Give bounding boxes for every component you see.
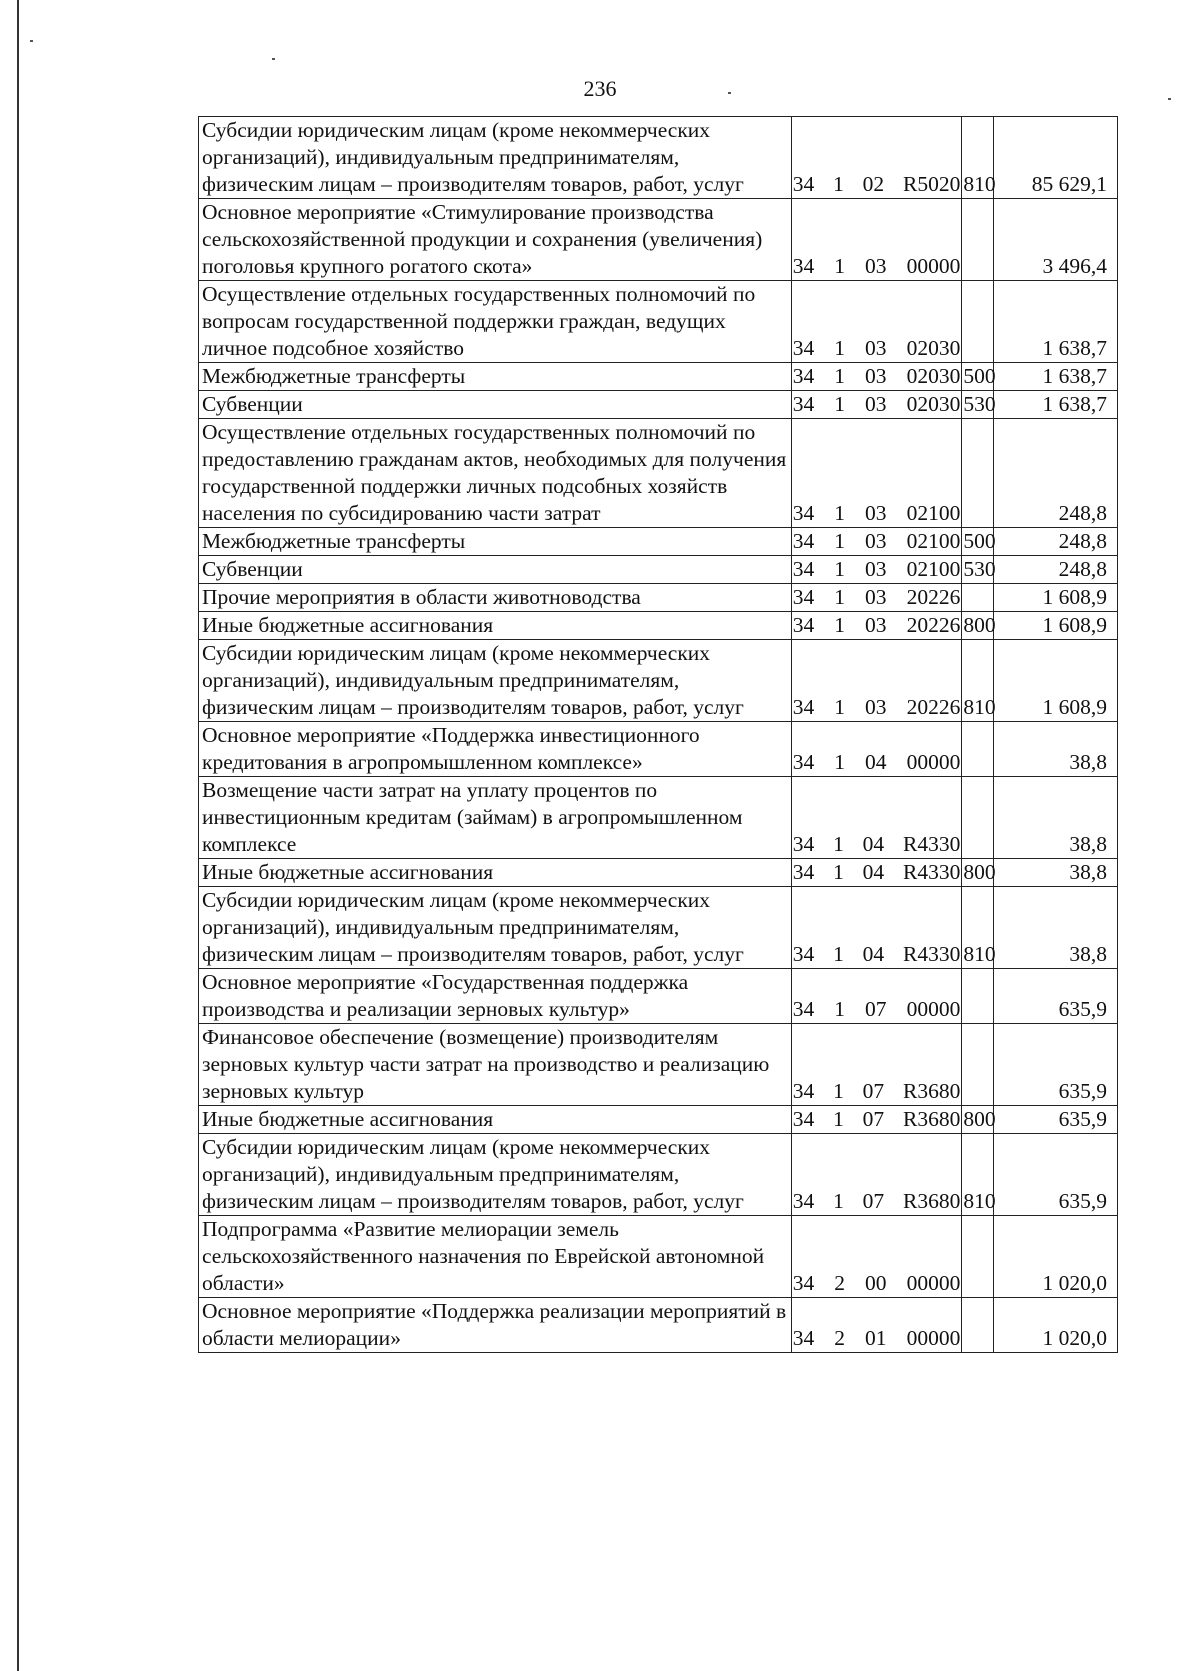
row-name-cell: Межбюджетные трансферты [199, 363, 792, 391]
row-code-cell [791, 117, 962, 199]
code-part: R5020 [903, 172, 961, 196]
table-row [199, 1106, 1118, 1134]
table-row [199, 556, 1118, 584]
row-type-cell [962, 281, 994, 363]
table-row [199, 117, 1118, 199]
table-row [199, 777, 1118, 859]
code-part: 04 [862, 942, 885, 966]
table-row [199, 528, 1118, 556]
code-part: 1 [833, 172, 844, 196]
code-part: 03 [865, 613, 887, 637]
code-part: 03 [865, 585, 887, 609]
row-type-cell [962, 1216, 994, 1298]
row-sum-cell: 635,9 [994, 1024, 1118, 1106]
code-parts [793, 996, 961, 1023]
code-part: 34 [792, 832, 815, 856]
row-type-cell: 810 [962, 887, 994, 969]
row-code-cell [791, 584, 962, 612]
row-name-cell: Основное мероприятие «Поддержка инвестиционного кредитования в агропромышленном комплексе» [199, 722, 792, 777]
row-name-cell: Субвенции [199, 391, 792, 419]
code-parts [793, 584, 961, 611]
code-part: 01 [865, 1326, 887, 1350]
code-part: 34 [792, 336, 815, 360]
code-part: 34 [792, 695, 815, 719]
code-part: 1 [834, 336, 846, 360]
row-code-cell [791, 199, 962, 281]
row-type-cell: 800 [962, 1106, 994, 1134]
row-code-cell [791, 1024, 962, 1106]
row-type-cell [962, 584, 994, 612]
table-row [199, 859, 1118, 887]
code-part: R4330 [903, 942, 961, 966]
code-part: R3680 [903, 1079, 961, 1103]
row-type-cell: 530 [962, 391, 994, 419]
code-part: 2 [834, 1271, 846, 1295]
row-type-cell: 800 [962, 859, 994, 887]
code-parts [793, 941, 961, 968]
row-name-cell: Основное мероприятие «Государственная поддержка производства и реализации зерновых культур» [199, 969, 792, 1024]
row-code-cell [791, 640, 962, 722]
code-part: 03 [865, 336, 887, 360]
code-part: 34 [792, 613, 815, 637]
code-parts [793, 749, 961, 776]
code-part: 07 [862, 1189, 885, 1213]
code-part: R4330 [903, 832, 961, 856]
row-sum-cell: 248,8 [994, 556, 1118, 584]
code-part: 1 [834, 392, 846, 416]
code-part: R3680 [903, 1189, 961, 1213]
table-row [199, 1134, 1118, 1216]
code-part: 1 [834, 364, 846, 388]
code-part: 34 [792, 585, 815, 609]
code-part: 34 [792, 1079, 815, 1103]
row-name-cell: Основное мероприятие «Стимулирование производства сельскохозяйственной продукции и сохранения (увеличения) поголовья крупного рогатого скота» [199, 199, 792, 281]
page-number: 236 [583, 76, 617, 101]
row-sum-cell: 635,9 [994, 1134, 1118, 1216]
code-parts [793, 859, 961, 886]
table-row [199, 391, 1118, 419]
code-part: 04 [862, 860, 885, 884]
row-sum-cell: 38,8 [994, 887, 1118, 969]
row-code-cell [791, 419, 962, 528]
scan-speck [30, 40, 33, 42]
code-part: 00 [865, 1271, 887, 1295]
code-part: 34 [792, 942, 815, 966]
row-name-cell: Субсидии юридическим лицам (кроме некоммерческих организаций), индивидуальным предпринимателям, физическим лицам – производителям товаров, работ, услуг [199, 887, 792, 969]
code-part: 04 [862, 832, 885, 856]
row-sum-cell: 85 629,1 [994, 117, 1118, 199]
row-sum-cell: 38,8 [994, 722, 1118, 777]
row-name-cell: Межбюджетные трансферты [199, 528, 792, 556]
code-part: 00000 [906, 750, 961, 774]
table-row [199, 1216, 1118, 1298]
code-parts [793, 831, 961, 858]
row-name-cell: Основное мероприятие «Поддержка реализации мероприятий в области мелиорации» [199, 1298, 792, 1353]
code-part: 34 [792, 501, 815, 525]
row-sum-cell: 635,9 [994, 1106, 1118, 1134]
code-part: 34 [792, 750, 815, 774]
table-row [199, 969, 1118, 1024]
code-parts [793, 1106, 961, 1133]
code-part: 00000 [906, 254, 961, 278]
code-part: 1 [833, 942, 844, 966]
row-name-cell: Иные бюджетные ассигнования [199, 612, 792, 640]
row-code-cell [791, 722, 962, 777]
code-part: 02100 [906, 501, 961, 525]
row-code-cell [791, 281, 962, 363]
table-row [199, 584, 1118, 612]
row-sum-cell: 38,8 [994, 859, 1118, 887]
row-name-cell: Иные бюджетные ассигнования [199, 1106, 792, 1134]
code-parts [793, 1188, 961, 1215]
row-type-cell [962, 722, 994, 777]
row-name-cell: Иные бюджетные ассигнования [199, 859, 792, 887]
table-row [199, 1298, 1118, 1353]
row-sum-cell: 1 020,0 [994, 1216, 1118, 1298]
code-part: 02030 [906, 364, 961, 388]
row-code-cell [791, 612, 962, 640]
row-sum-cell: 1 638,7 [994, 391, 1118, 419]
code-part: 07 [862, 1107, 885, 1131]
row-name-cell: Возмещение части затрат на уплату процентов по инвестиционным кредитам (займам) в агропромышленном комплексе [199, 777, 792, 859]
code-part: 1 [834, 585, 846, 609]
row-code-cell [791, 1216, 962, 1298]
row-sum-cell: 1 608,9 [994, 640, 1118, 722]
row-type-cell: 530 [962, 556, 994, 584]
code-part: 1 [834, 997, 846, 1021]
code-part: 1 [833, 832, 844, 856]
row-type-cell: 810 [962, 640, 994, 722]
code-parts [793, 253, 961, 280]
code-part: 1 [834, 501, 846, 525]
code-part: 20226 [906, 695, 961, 719]
row-sum-cell: 1 608,9 [994, 584, 1118, 612]
code-part: 34 [792, 1271, 815, 1295]
row-type-cell: 810 [962, 117, 994, 199]
row-name-cell: Прочие мероприятия в области животноводства [199, 584, 792, 612]
row-type-cell [962, 199, 994, 281]
scan-margin-line [17, 0, 19, 1671]
code-parts [793, 612, 961, 639]
table-row [199, 722, 1118, 777]
table-body [199, 117, 1118, 1353]
code-parts [793, 694, 961, 721]
row-sum-cell: 3 496,4 [994, 199, 1118, 281]
code-parts [793, 528, 961, 555]
code-part: 03 [865, 529, 887, 553]
code-parts [793, 1270, 961, 1297]
code-part: 1 [833, 1107, 844, 1131]
code-part: 34 [792, 254, 815, 278]
code-part: 03 [865, 392, 887, 416]
code-part: R3680 [903, 1107, 961, 1131]
code-part: 20226 [906, 585, 961, 609]
row-name-cell: Субсидии юридическим лицам (кроме некоммерческих организаций), индивидуальным предпринимателям, физическим лицам – производителям товаров, работ, услуг [199, 1134, 792, 1216]
code-part: 00000 [906, 997, 961, 1021]
row-type-cell: 500 [962, 363, 994, 391]
row-name-cell: Субсидии юридическим лицам (кроме некоммерческих организаций), индивидуальным предпринимателям, физическим лицам – производителям товаров, работ, услуг [199, 640, 792, 722]
table-row [199, 281, 1118, 363]
code-part: 34 [792, 1326, 815, 1350]
row-sum-cell: 38,8 [994, 777, 1118, 859]
row-name-cell: Осуществление отдельных государственных полномочий по вопросам государственной поддержки граждан, ведущих личное подсобное хозяйство [199, 281, 792, 363]
row-sum-cell: 1 638,7 [994, 281, 1118, 363]
code-part: 34 [792, 1189, 815, 1213]
table-row [199, 887, 1118, 969]
code-part: 02 [862, 172, 885, 196]
code-part: 34 [792, 364, 815, 388]
row-name-cell: Подпрограмма «Развитие мелиорации земель сельскохозяйственного назначения по Еврейской автономной области» [199, 1216, 792, 1298]
code-part: 34 [792, 1107, 815, 1131]
row-code-cell [791, 1134, 962, 1216]
row-code-cell [791, 859, 962, 887]
code-part: 03 [865, 254, 887, 278]
code-part: 02100 [906, 529, 961, 553]
row-type-cell [962, 419, 994, 528]
row-name-cell: Осуществление отдельных государственных полномочий по предоставлению гражданам актов, необходимых для получения государственной поддержки личных подсобных хозяйств населения по субсидированию части затрат [199, 419, 792, 528]
code-parts [793, 171, 961, 198]
code-part: 2 [834, 1326, 846, 1350]
code-part: 00000 [906, 1271, 961, 1295]
code-part: 1 [833, 1189, 844, 1213]
table-row [199, 419, 1118, 528]
code-part: 34 [792, 997, 815, 1021]
row-code-cell [791, 1298, 962, 1353]
row-code-cell [791, 363, 962, 391]
code-part: 03 [865, 364, 887, 388]
code-part: 03 [865, 501, 887, 525]
code-part: 02100 [906, 557, 961, 581]
row-sum-cell: 1 638,7 [994, 363, 1118, 391]
row-sum-cell: 1 020,0 [994, 1298, 1118, 1353]
row-name-cell: Субвенции [199, 556, 792, 584]
row-code-cell [791, 1106, 962, 1134]
code-part: 1 [834, 750, 846, 774]
code-parts [793, 363, 961, 390]
row-code-cell [791, 528, 962, 556]
row-name-cell: Финансовое обеспечение (возмещение) производителям зерновых культур части затрат на производство и реализацию зерновых культур [199, 1024, 792, 1106]
code-part: 20226 [906, 613, 961, 637]
row-type-cell [962, 777, 994, 859]
row-sum-cell: 635,9 [994, 969, 1118, 1024]
row-name-cell: Субсидии юридическим лицам (кроме некоммерческих организаций), индивидуальным предпринимателям, физическим лицам – производителям товаров, работ, услуг [199, 117, 792, 199]
row-sum-cell: 248,8 [994, 419, 1118, 528]
budget-table [198, 116, 1118, 1353]
code-part: 07 [862, 1079, 885, 1103]
table-row [199, 199, 1118, 281]
code-part: 34 [792, 860, 815, 884]
row-code-cell [791, 556, 962, 584]
table-row [199, 640, 1118, 722]
code-part: 07 [865, 997, 887, 1021]
row-sum-cell: 1 608,9 [994, 612, 1118, 640]
row-code-cell [791, 887, 962, 969]
table-row [199, 1024, 1118, 1106]
row-type-cell [962, 1298, 994, 1353]
row-type-cell: 800 [962, 612, 994, 640]
row-type-cell [962, 1024, 994, 1106]
code-part: 1 [834, 254, 846, 278]
code-parts [793, 1078, 961, 1105]
code-part: 03 [865, 695, 887, 719]
code-parts [793, 1325, 961, 1352]
code-parts [793, 556, 961, 583]
row-sum-cell: 248,8 [994, 528, 1118, 556]
code-part: 34 [792, 529, 815, 553]
row-code-cell [791, 777, 962, 859]
scan-speck [272, 58, 275, 60]
row-type-cell [962, 969, 994, 1024]
code-part: 34 [792, 392, 815, 416]
table-row [199, 612, 1118, 640]
row-type-cell: 810 [962, 1134, 994, 1216]
code-part: 34 [792, 172, 815, 196]
row-code-cell [791, 969, 962, 1024]
code-part: 1 [833, 1079, 844, 1103]
code-parts [793, 500, 961, 527]
code-part: 02030 [906, 336, 961, 360]
code-part: 02030 [906, 392, 961, 416]
code-parts [793, 391, 961, 418]
code-part: 1 [834, 529, 846, 553]
code-parts [793, 335, 961, 362]
code-part: 04 [865, 750, 887, 774]
row-type-cell: 500 [962, 528, 994, 556]
table-row [199, 363, 1118, 391]
code-part: 1 [834, 557, 846, 581]
code-part: 34 [792, 557, 815, 581]
code-part: 03 [865, 557, 887, 581]
code-part: 00000 [906, 1326, 961, 1350]
code-part: 1 [834, 613, 846, 637]
code-part: R4330 [903, 860, 961, 884]
code-part: 1 [833, 860, 844, 884]
row-code-cell [791, 391, 962, 419]
code-part: 1 [834, 695, 846, 719]
